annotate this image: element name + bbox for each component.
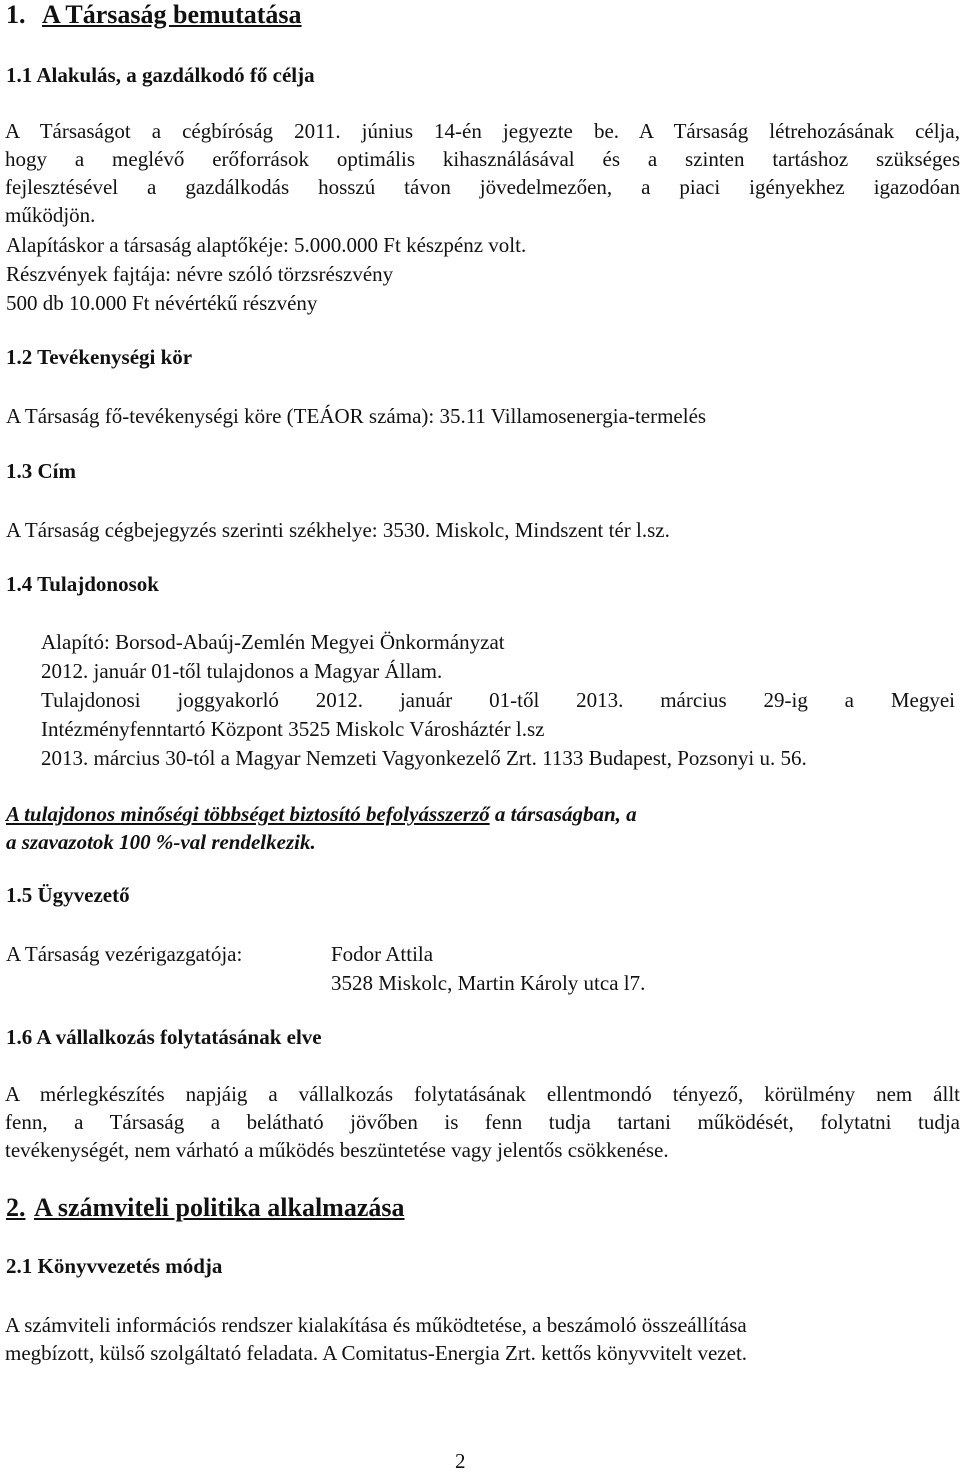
section-2-number: 2. [6,1193,26,1222]
section-2-title-text: A számviteli politika alkalmazása [34,1193,405,1222]
section-1-5-heading: 1.5 Ügyvezető [6,883,130,907]
paragraph-line: A számviteli információs rendszer kialakítása és működtetése, a beszámoló összeállítása [5,1313,747,1337]
majority-line-1 [6,800,637,828]
majority-line-2: a szavazotok 100 %-val rendelkezik. [6,830,316,854]
rights-line-3: 2013. március 30-tól a Magyar Nemzeti Vagyonkezelő Zrt. 1133 Budapest, Pozsonyi u. 56. [41,746,807,770]
shares-type-line: Részvények fajtája: névre szóló törzsrészvény [6,262,394,286]
section-2-1-paragraph [5,1311,960,1367]
section-1-1-heading: 1.1 Alakulás, a gazdálkodó fő célja [6,63,315,87]
section-2-1-heading: 2.1 Könyvvezetés módja [6,1254,223,1278]
majority-part-d: a társaságban, a [489,802,637,826]
owner-2012-line: 2012. január 01-től tulajdonos a Magyar Állam. [41,659,443,683]
paragraph-line: megbízott, külső szolgáltató feladata. A Comitatus-Energia Zrt. kettős könyvvitelt vezet. [5,1341,748,1365]
section-1-6-heading: 1.6 A vállalkozás folytatásának elve [6,1025,322,1049]
ceo-label: A Társaság vezérigazgatója: [6,942,243,966]
paragraph-line: A Társaságot a cégbíróság 2011. június 14-én jegyezte be. A Társaság létrehozásának célja, [5,119,960,143]
majority-part-b: minősé [120,802,183,826]
section-1-title [6,0,302,30]
majority-part-a: A tulajdonos [6,802,121,826]
paragraph-line: fenn, a Társaság a belátható jövőben is fenn tudja tartani működését, folytatni tudja [5,1110,960,1134]
rights-line-2: Intézményfenntartó Központ 3525 Miskolc Városháztér l.sz [41,717,545,741]
section-1-2-heading: 1.2 Tevékenységi kör [6,345,193,369]
section-2-title [6,1193,405,1223]
ceo-name: Fodor Attila [331,942,434,966]
section-1-title-text: A Társaság bemutatása [42,0,302,29]
section-1-1-paragraph [5,117,960,229]
section-1-4-heading: 1.4 Tulajdonosok [6,572,159,596]
founder-line: Alapító: Borsod-Abaúj-Zemlén Megyei Önkormányzat [41,630,505,654]
majority-part-c: gi többséget biztosító befolyásszerző [182,802,490,826]
paragraph-line: működjön. [5,203,96,227]
section-1-6-paragraph [5,1080,960,1164]
section-1-3-heading: 1.3 Cím [6,459,76,483]
paragraph-line: fejlesztésével a gazdálkodás hosszú távon jövedelmezően, a piaci igényekhez igazodóan [5,175,960,199]
address-line: A Társaság cégbejegyzés szerinti székhelye: 3530. Miskolc, Mindszent tér l.sz. [6,518,670,542]
capital-line: Alapításkor a társaság alaptőkéje: 5.000.000 Ft készpénz volt. [6,233,527,257]
paragraph-line: tevékenységét, nem várható a működés beszüntetése vagy jelentős csökkenése. [5,1138,669,1162]
paragraph-line: hogy a meglévő erőforrások optimális kihasználásával és a szinten tartáshoz szükséges [5,147,960,171]
shares-count-line: 500 db 10.000 Ft névértékű részvény [6,291,318,315]
page-number: 2 [455,1449,466,1473]
ceo-address: 3528 Miskolc, Martin Károly utca l7. [331,971,646,995]
paragraph-line: A mérlegkészítés napjáig a vállalkozás folytatásának ellentmondó tényező, körülmény nem állt [5,1082,960,1106]
rights-line-1: Tulajdonosi joggyakorló 2012. január 01-től 2013. március 29-ig a Megyei [41,688,955,712]
activity-line: A Társaság fő-tevékenységi köre (TEÁOR száma): 35.11 Villamosenergia-termelés [6,404,707,428]
section-1-number: 1. [6,0,26,29]
